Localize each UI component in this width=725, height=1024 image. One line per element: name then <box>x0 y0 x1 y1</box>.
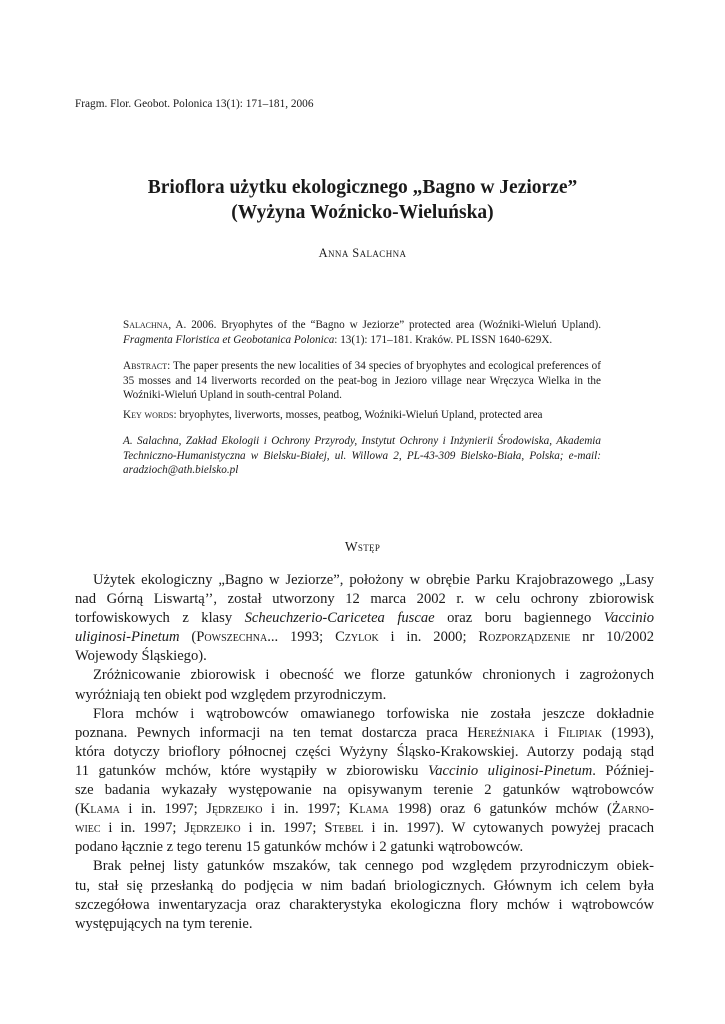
text-run: oraz boru bagiennego <box>434 610 604 627</box>
citation-journal: Fragmenta Floristica et Geobotanica Polonica <box>123 333 335 346</box>
text-run: i in. 1997; <box>240 820 325 837</box>
cited-author: Czylok <box>335 629 379 646</box>
taxon-name: uliginosi-Pinetum <box>75 629 180 646</box>
article-title-line-1: Brioflora użytku ekologicznego „Bagno w Jeziorze” <box>147 177 578 198</box>
text-run: torfowiskowych z klasy <box>75 610 245 627</box>
text-run: nr 10/2002 <box>570 629 654 646</box>
author-affiliation <box>123 434 601 478</box>
paragraph-line: Brak pełnej listy gatunków mszaków, tak cennego pod względem przyrodniczym obiek- <box>93 858 654 875</box>
taxon-name: Vaccinio <box>603 610 654 627</box>
abstract <box>123 359 601 403</box>
cited-author: Filipiak <box>557 724 603 741</box>
keywords-label: Key words <box>123 409 174 421</box>
affiliation-text: A. Salachna, Zakład Ekologii i Ochrony Przyrody, Instytut Ochrony i Inżynierii Środowiska, Akademia Techniczno-Humanistyczna w Bielsku-Białej, ul. Willowa 2, PL-43-309 Bielsko-Biała, Polska; e-mail: aradzioch@ath.bielsko.pl <box>123 435 601 477</box>
text-run: (1993), <box>602 724 654 741</box>
text-run: i in. 1997; <box>100 820 185 837</box>
paragraph-line: sze badania wykazały występowanie na opisywanym terenie 2 gatunków wątrobowców <box>75 782 654 799</box>
text-run: i in. 1997; <box>262 801 349 818</box>
abstract-text: : The paper presents the new localities of 34 species of bryophytes and ecological preferences of 35 mosses and 14 liverworts recorded on the peat-bog in Jezioro village near Wręczyca Wielka in the Woźniki-Wieluń Upland in south-central Poland. <box>123 360 601 402</box>
section-heading: Wstęp <box>344 539 381 554</box>
paragraph-line: Wojewody Śląskiego). <box>75 648 207 665</box>
paragraph-line: nad Górną Liswartą’’, został utworzony 12 marca 2002 r. w celu ochrony zbiorowisk <box>75 591 654 608</box>
citation <box>123 318 601 347</box>
keywords <box>123 408 601 423</box>
paragraph-line <box>75 628 654 647</box>
paragraph-line <box>75 819 654 838</box>
paragraph-line: występujących na tym terenie. <box>75 915 253 932</box>
keywords-text: : bryophytes, liverworts, mosses, peatbog, Woźniki-Wieluń Upland, protected area <box>173 409 543 421</box>
text-run: i in. 1997; <box>119 801 207 818</box>
citation-author: Salachna <box>123 319 169 331</box>
text-run: ( <box>179 629 197 646</box>
citation-details: : 13(1): 171–181. Kraków. PL ISSN 1640-629X. <box>334 333 553 346</box>
citation-text: , A. 2006. Bryophytes of the “Bagno w Jeziorze” protected area (Woźniki-Wieluń Upland). <box>168 319 601 331</box>
paragraph-line <box>75 609 654 628</box>
taxon-name: Scheuchzerio-Caricetea fuscae <box>244 610 435 627</box>
cited-author: Powszechna <box>196 629 268 646</box>
cited-author: Hereźniaka <box>467 724 536 741</box>
article-title-line-2: (Wyżyna Woźnicko-Wieluńska) <box>231 202 494 223</box>
text-run: 11 gatunków mchów, które wystąpiły w zbiorowisku <box>75 762 428 779</box>
paragraph-line: Użytek ekologiczny „Bagno w Jeziorze”, położony w obrębie Parku Krajobrazowego „Lasy <box>93 572 654 588</box>
paragraph-line: Flora mchów i wątrobowców omawianego torfowiska nie została jeszcze dokładnie <box>93 705 654 722</box>
text-run: . Później- <box>592 762 654 779</box>
paragraph-line: tu, stał się przesłanką do podjęcia w nim badań briologicznych. Głównym ich celem była <box>75 877 654 894</box>
author-name: Anna Salachna <box>318 246 407 260</box>
body-text <box>75 571 654 934</box>
text-run: ( <box>75 801 80 818</box>
cited-author: Jędrzejko <box>184 820 241 837</box>
cited-author: Żarno- <box>611 801 654 818</box>
cited-author: wiec <box>75 820 101 837</box>
journal-reference: Fragm. Flor. Geobot. Polonica 13(1): 171–181, 2006 <box>75 98 314 110</box>
paragraph-line: podano łącznie z tego terenu 15 gatunków mchów i 2 gatunki wątrobowców. <box>75 839 524 856</box>
paragraph-line: Zróżnicowanie zbiorowisk i obecność we florze gatunków chronionych i zagrożonych <box>93 667 654 684</box>
cited-author: Jędrzejko <box>206 801 263 818</box>
paragraph-line <box>75 800 654 819</box>
paragraph-line: która dotyczy brioflory północnej części Wyżyny Śląsko-Krakowskiej. Autorzy podają stąd <box>75 743 654 760</box>
paragraph-line <box>75 724 654 743</box>
text-run: i in. 2000; <box>378 629 479 646</box>
paragraph-line: szczegółowa inwentaryzacja oraz charakterystyka ekologiczna flory mchów i wątrobowców <box>75 896 654 913</box>
cited-author: Klama <box>79 801 120 818</box>
abstract-label: Abstract <box>123 360 168 372</box>
text-run: 1998) oraz 6 gatunków mchów ( <box>388 801 612 818</box>
text-run: i in. 1997). W cytowanych powyżej pracach <box>363 820 655 837</box>
taxon-name: Vaccinio uliginosi-Pinetum <box>427 762 593 779</box>
paragraph-line: wyróżniają ten obiekt pod względem przyrodniczym. <box>75 686 387 703</box>
text-run: poznana. Pewnych informacji na ten temat dostarcza praca <box>75 724 468 741</box>
cited-author: Stebel <box>324 820 364 837</box>
cited-author: Rozporządzenie <box>478 629 571 646</box>
text-run: i <box>535 724 558 741</box>
cited-author: Klama <box>348 801 389 818</box>
text-run: ... 1993; <box>267 629 336 646</box>
paragraph-line <box>75 762 654 781</box>
